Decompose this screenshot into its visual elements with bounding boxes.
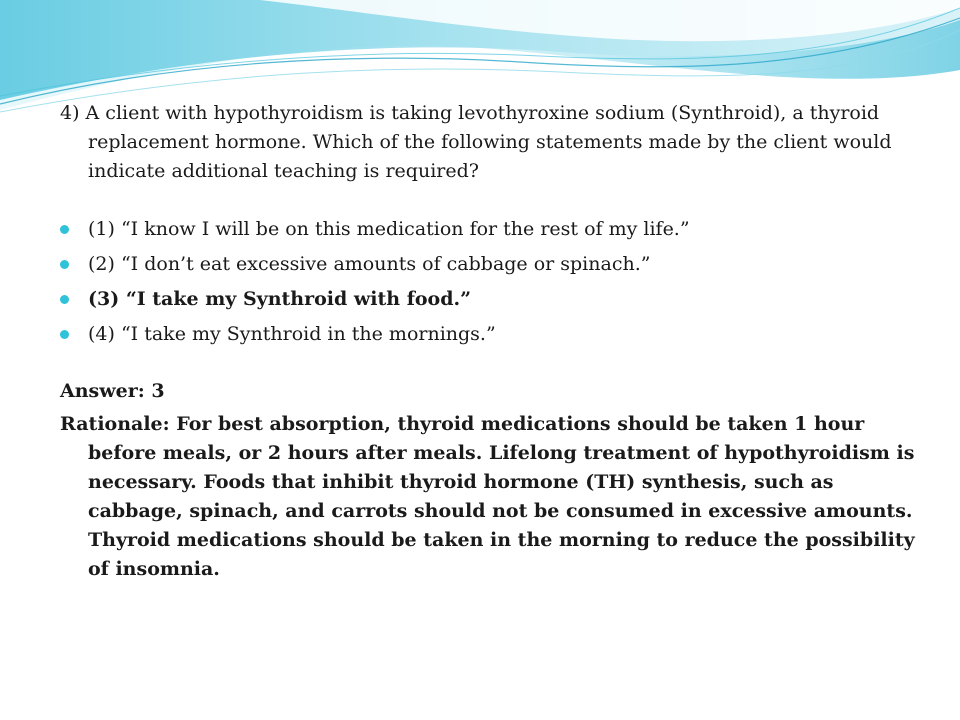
- rationale-text: Rationale: For best absorption, thyroid medications should be taken 1 hour before meals, or 2 hours after meals. Lifelong treatment of hypothyroidism is necessary. Foods that inhibit thyroid hormone (TH) synthesis, such as cabbage, spinach, and carrots should not be consumed in excessive amounts. Thyroid medications should be taken in the morning to reduce the possibility of insomnia.: [60, 413, 915, 580]
- option-text: (2) “I don’t eat excessive amounts of cabbage or spinach.”: [88, 253, 651, 275]
- bullet-icon: [60, 295, 69, 304]
- option-3-correct: [60, 285, 920, 314]
- answer-text: Answer: 3: [60, 380, 165, 402]
- option-1: [60, 215, 920, 244]
- answer-options-list: [60, 215, 920, 349]
- option-text: (3) “I take my Synthroid with food.”: [88, 288, 472, 310]
- bullet-icon: [60, 260, 69, 269]
- bullet-icon: [60, 225, 69, 234]
- option-text: (1) “I know I will be on this medication for the rest of my life.”: [88, 218, 690, 240]
- bullet-icon: [60, 330, 69, 339]
- slide-content: [60, 99, 920, 584]
- option-text: (4) “I take my Synthroid in the mornings.”: [88, 323, 496, 345]
- question-text: 4) A client with hypothyroidism is taking levothyroxine sodium (Synthroid), a thyroid replacement hormone. Which of the following statements made by the client would indicate additional teaching is required?: [60, 102, 892, 182]
- option-2: [60, 250, 920, 279]
- option-4: [60, 320, 920, 349]
